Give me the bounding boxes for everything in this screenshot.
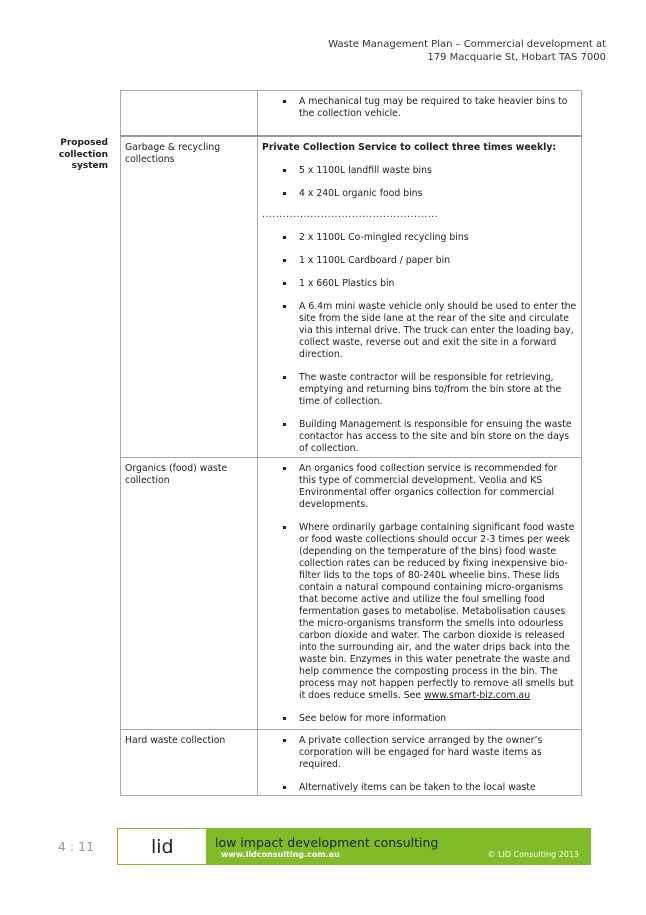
section-label-line1: Proposed xyxy=(60,138,108,148)
company-url[interactable]: www.lidconsulting.com.au xyxy=(221,850,340,859)
bullet-list xyxy=(258,91,581,120)
footer-bar xyxy=(117,828,591,865)
smart-biz-link[interactable]: www.smart-biz.com.au xyxy=(424,690,531,701)
list-item: 5 x 1100L landfill waste bins xyxy=(258,165,577,177)
section-label xyxy=(40,138,108,173)
header-title-line2: 179 Macquarie St, Hobart TAS 7000 xyxy=(427,51,606,63)
table-cell-content xyxy=(258,91,582,137)
table-cell-content xyxy=(258,136,582,458)
page-total: 11 xyxy=(78,839,95,854)
list-item: Alternatively items can be taken to the local waste xyxy=(258,782,577,795)
bullet-list xyxy=(258,232,581,457)
collection-system-table xyxy=(120,90,582,796)
bullet-list xyxy=(258,730,581,795)
company-logo xyxy=(117,828,207,865)
table-row xyxy=(121,458,582,730)
list-item: A mechanical tug may be required to take heavier bins to the collection vehicle. xyxy=(258,96,577,120)
list-item: 2 x 1100L Co-mingled recycling bins xyxy=(258,232,577,244)
row-label-hard-waste: Hard waste collection xyxy=(125,735,226,746)
table-row xyxy=(121,136,582,458)
table-cell-label xyxy=(121,458,258,730)
header-title-line1: Waste Management Plan – Commercial development at xyxy=(328,39,606,50)
page-header xyxy=(328,39,606,64)
list-item: 4 x 240L organic food bins xyxy=(258,188,577,200)
section-label-line3: system xyxy=(71,161,108,171)
copyright: © LID Consulting 2013 xyxy=(487,850,579,859)
table-cell-label xyxy=(121,91,258,137)
list-item xyxy=(258,522,577,702)
page-separator: : xyxy=(69,839,75,854)
list-item: Building Management is responsible for ensuing the waste contactor has access to the site and bin store on the days of collection. xyxy=(258,419,577,457)
list-item: A 6.4m mini waste vehicle only should be used to enter the site from the side lane at the rear of the site and circulate via this internal drive. The truck can enter the loading bay, collect waste, reverse out and exit the site in a forward direction. xyxy=(258,301,577,361)
bullet-list xyxy=(258,458,581,729)
dotted-separator: ................................................... xyxy=(262,209,439,220)
page-current: 4 xyxy=(58,839,66,854)
logo-text: lid xyxy=(151,836,174,858)
list-item: See below for more information xyxy=(258,713,577,729)
bullet-list xyxy=(258,165,581,200)
row-label-organics: Organics (food) waste collection xyxy=(125,463,228,486)
table-cell-label xyxy=(121,730,258,796)
table-row xyxy=(121,91,582,137)
table-cell-label xyxy=(121,136,258,458)
table-cell-content xyxy=(258,730,582,796)
table-row xyxy=(121,730,582,796)
list-item-text: Where ordinarily garbage containing significant food waste or food waste collections should occur 2-3 times per week (depending on the temperature of the bins) food waste collection rates can be reduced by fixing inexpensive bio-filter lids to the tops of 80-240L wheelie bins. These lids contain a natural compound containing micro-organisms that become active and utilize the foul smelling food fermentation gases to metabolise. Metabolisation causes the micro-organisms transform the smells into odourless carbon dioxide and water. The carbon dioxide is released into the surrounding air, and the water drips back into the waste bin. Enzymes in this water penetrate the waste and help commence the composting process in the bin. The process may not happen perfectly to remove all smells but it does reduce smells. See xyxy=(299,522,575,701)
section-label-line2: collection xyxy=(58,149,108,160)
row-label-garbage-recycling: Garbage & recycling collections xyxy=(125,142,221,165)
list-item: 1 x 1100L Cardboard / paper bin xyxy=(258,255,577,267)
page-number xyxy=(58,839,94,854)
list-item: A private collection service arranged by the owner’s corporation will be engaged for hard waste items as required. xyxy=(258,735,577,771)
list-item: The waste contractor will be responsible for retrieving, emptying and returning bins to/from the bin store at the time of collection. xyxy=(258,372,577,408)
table-cell-content xyxy=(258,458,582,730)
company-name: low impact development consulting xyxy=(215,835,439,850)
list-item: An organics food collection service is recommended for this type of commercial development. Veolia and KS Environmental offer organics collection for commercial developments. xyxy=(258,463,577,511)
list-item: 1 x 660L Plastics bin xyxy=(258,278,577,290)
service-heading: Private Collection Service to collect three times weekly: xyxy=(262,142,557,153)
